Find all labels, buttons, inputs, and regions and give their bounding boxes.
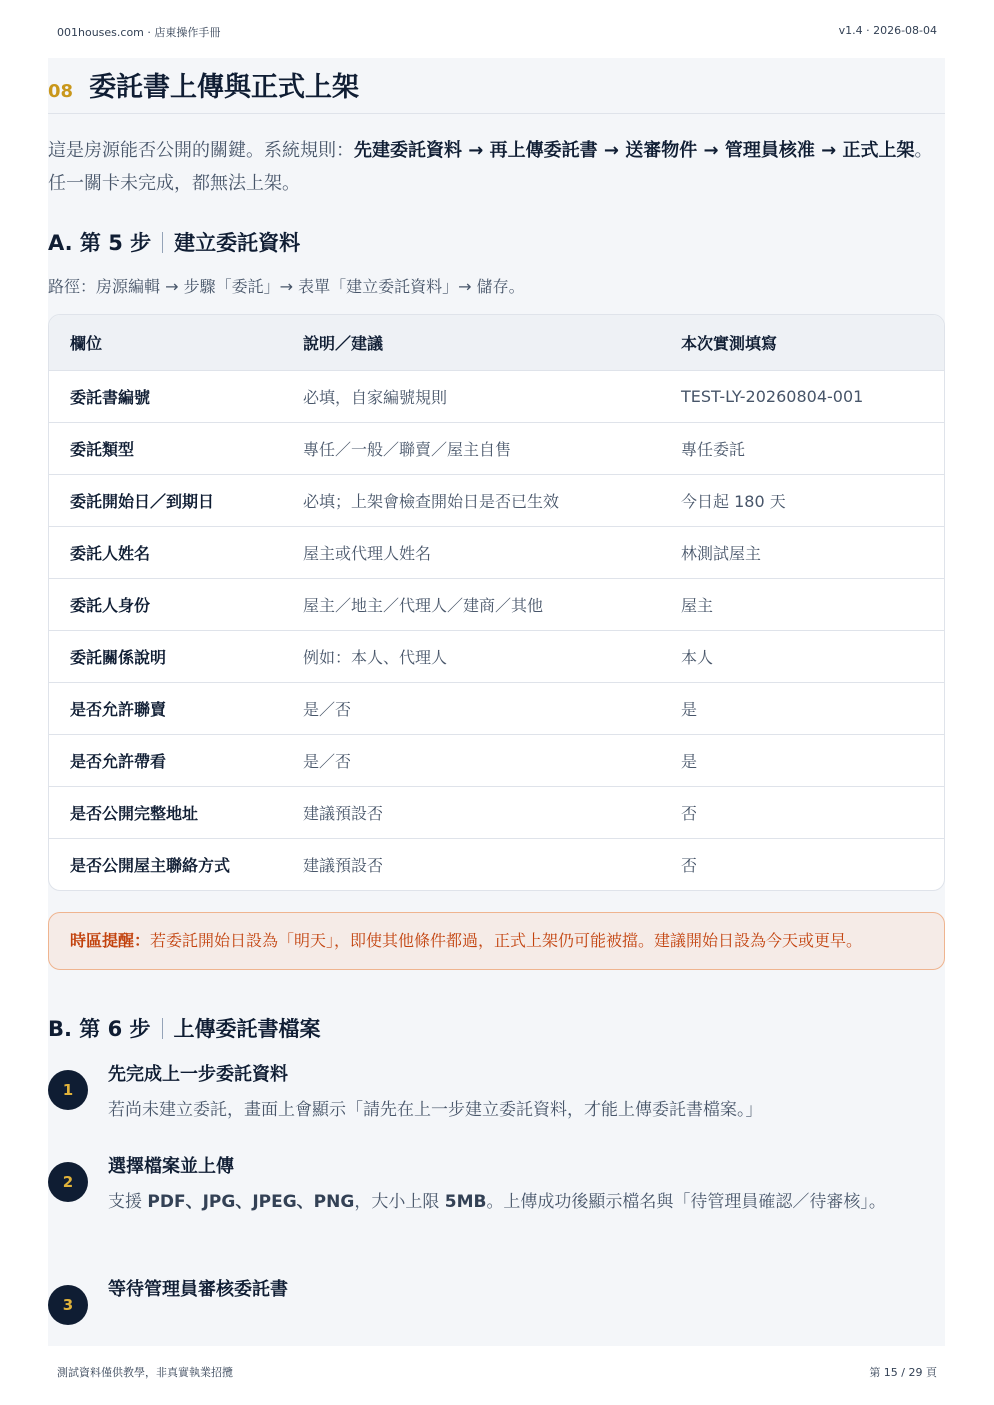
heading-divider (162, 1018, 163, 1039)
table-cell-value: 屋主 (681, 596, 714, 615)
table-row (49, 474, 944, 526)
intro-suffix: 。任一關卡未完成，都無法上架。 (48, 140, 933, 194)
step-title: 等待管理員審核委託書 (108, 1279, 288, 1300)
step-number-badge: 3 (48, 1285, 88, 1325)
timezone-warning-callout (48, 912, 945, 970)
warning-label: 時區提醒： (70, 931, 151, 950)
table-cell-note: 屋主或代理人姓名 (303, 544, 432, 563)
table-cell-field: 委託人姓名 (70, 544, 151, 563)
table-row (49, 422, 944, 474)
table-row (49, 734, 944, 786)
table-cell-note: 例如：本人、代理人 (303, 648, 448, 667)
list-item (48, 1273, 945, 1333)
list-item (48, 1150, 945, 1273)
section-number: 08 (48, 81, 74, 102)
step6-heading-prefix: B. 第 6 步 (48, 1017, 151, 1041)
step5-path: 路徑：房源編輯 → 步驟「委託」→ 表單「建立委託資料」→ 儲存。 (48, 277, 525, 296)
table-cell-value: 林測試屋主 (681, 544, 762, 563)
table-row (49, 786, 944, 838)
step-body (108, 1150, 916, 1273)
step5-heading-title: 建立委託資料 (174, 231, 301, 255)
upload-steps-list (48, 1058, 945, 1333)
table-cell-field: 委託人身份 (70, 596, 151, 615)
running-header (57, 24, 937, 40)
table-cell-value: 專任委託 (681, 440, 746, 459)
table-cell-field: 是否允許聯賣 (70, 700, 167, 719)
commission-fields-table (48, 314, 945, 891)
table-cell-note: 建議預設否 (303, 804, 384, 823)
table-cell-note: 必填，自家編號規則 (303, 388, 448, 407)
table-cell-field: 委託書編號 (70, 388, 151, 407)
step-desc-mid: ，大小上限 (354, 1192, 445, 1212)
table-header-note: 說明／建議 (303, 334, 384, 353)
step-desc-suffix: 。上傳成功後顯示檔名與「待管理員確認／待審核」。 (486, 1192, 886, 1212)
header-version-date: v1.4 · 2026-08-04 (838, 24, 937, 37)
table-header-field: 欄位 (70, 334, 103, 353)
step-body (108, 1058, 793, 1150)
step6-heading (48, 1012, 945, 1044)
table-row (49, 526, 944, 578)
heading-divider (162, 232, 163, 253)
table-row (49, 370, 944, 422)
step-desc-prefix: 支援 (108, 1192, 148, 1212)
footer-disclaimer: 測試資料僅供教學，非真實執業招攬 (57, 1366, 233, 1379)
step-number-badge: 1 (48, 1070, 88, 1110)
table-cell-field: 委託開始日／到期日 (70, 492, 215, 511)
table-row (49, 630, 944, 682)
table-row (49, 838, 944, 890)
step-title: 先完成上一步委託資料 (108, 1064, 288, 1085)
section-title: 委託書上傳與正式上架 (89, 72, 360, 103)
table-cell-field: 委託關係說明 (70, 648, 167, 667)
table-cell-note: 必填；上架會檢查開始日是否已生效 (303, 492, 560, 511)
table-cell-note: 屋主／地主／代理人／建商／其他 (303, 596, 544, 615)
header-site-label: 001houses.com · 店東操作手冊 (57, 26, 221, 39)
table-cell-note: 專任／一般／聯賣／屋主自售 (303, 440, 512, 459)
step-desc-formats: PDF、JPG、JPEG、PNG (147, 1192, 355, 1212)
list-item (48, 1058, 945, 1150)
step-title: 選擇檔案並上傳 (108, 1156, 234, 1177)
table-cell-value: 是 (681, 752, 698, 771)
table-cell-field: 是否公開完整地址 (70, 804, 199, 823)
step-number-badge: 2 (48, 1162, 88, 1202)
table-cell-value: 本人 (681, 648, 714, 667)
manual-page (48, 58, 945, 1346)
table-cell-value: TEST-LY-20260804-001 (681, 387, 864, 406)
table-header-row (49, 315, 944, 370)
table-cell-value: 是 (681, 700, 698, 719)
intro-rule: 先建委託資料 → 再上傳委託書 → 送審物件 → 管理員核准 → 正式上架 (354, 140, 915, 161)
footer-page-number: 第 15 / 29 頁 (869, 1366, 937, 1379)
running-footer (57, 1364, 937, 1380)
intro-prefix: 這是房源能否公開的關鍵。系統規則： (48, 140, 354, 161)
step-body (108, 1273, 288, 1333)
table-cell-value: 否 (681, 804, 698, 823)
warning-text: 若委託開始日設為「明天」，即使其他條件都過，正式上架仍可能被擋。建議開始日設為今天或更早。 (150, 931, 863, 950)
step-desc: 若尚未建立委託，畫面上會顯示「請先在上一步建立委託資料，才能上傳委託書檔案。」 (108, 1100, 763, 1120)
table-row (49, 578, 944, 630)
step5-heading (48, 226, 945, 258)
table-cell-value: 今日起 180 天 (681, 492, 786, 511)
step-desc-limit: 5MB (444, 1192, 487, 1212)
step-desc (108, 1187, 916, 1218)
step6-heading-title: 上傳委託書檔案 (173, 1017, 321, 1041)
table-cell-note: 是／否 (303, 700, 352, 719)
table-cell-field: 是否允許帶看 (70, 752, 167, 771)
step5-heading-prefix: A. 第 5 步 (48, 231, 152, 255)
table-cell-note: 是／否 (303, 752, 352, 771)
intro-paragraph (48, 134, 945, 200)
table-cell-field: 是否公開屋主聯絡方式 (70, 856, 231, 875)
section-heading (48, 58, 945, 114)
table-cell-value: 否 (681, 856, 698, 875)
table-header-value: 本次實測填寫 (681, 334, 778, 353)
table-row (49, 682, 944, 734)
table-cell-field: 委託類型 (70, 440, 135, 459)
table-cell-note: 建議預設否 (303, 856, 384, 875)
